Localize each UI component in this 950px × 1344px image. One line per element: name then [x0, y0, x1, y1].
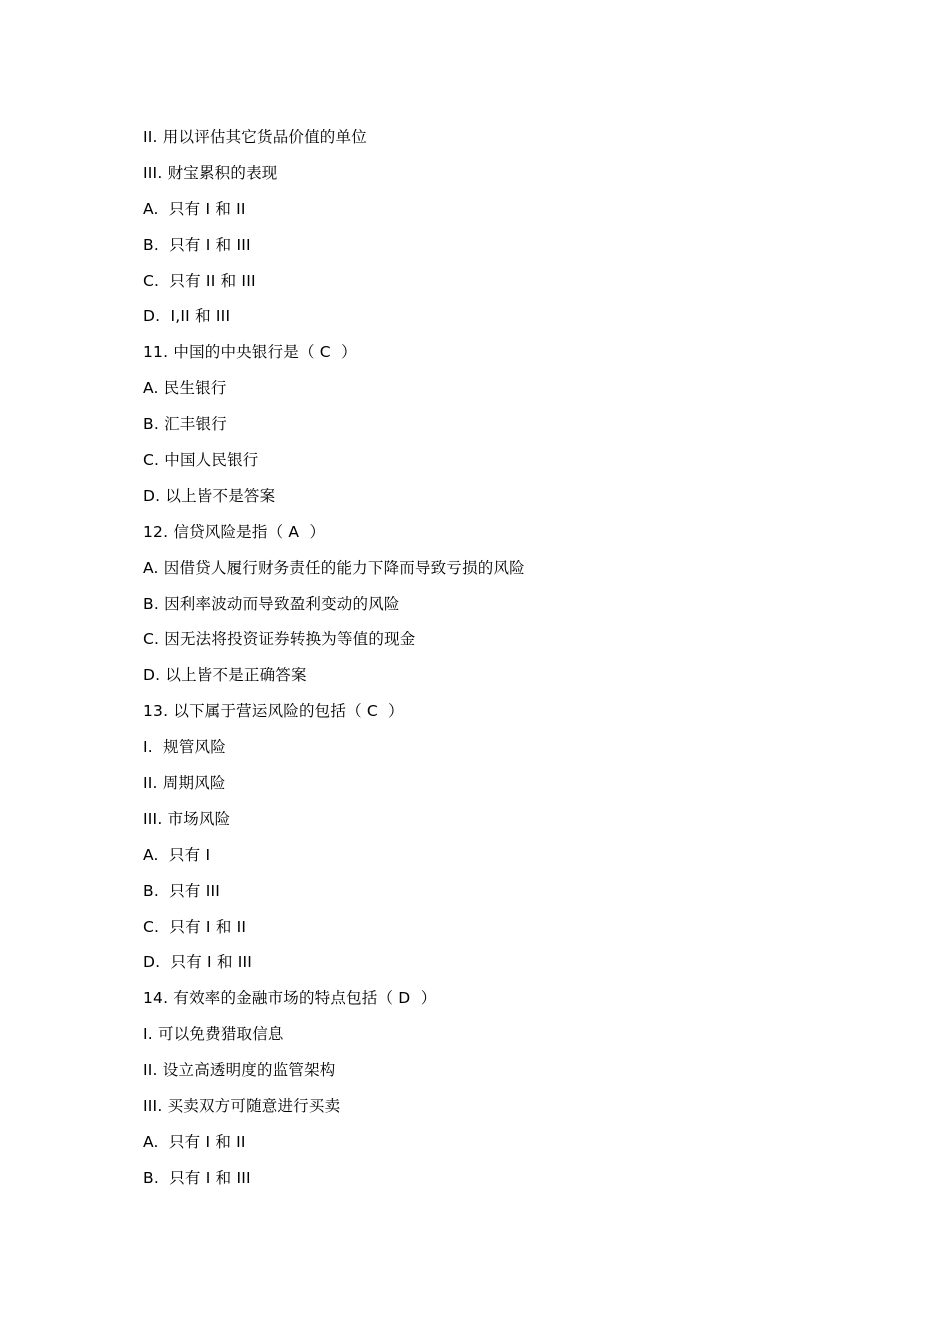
option-line: B. 只有 I 和 III [143, 235, 251, 254]
option-line: B. 汇丰银行 [143, 415, 227, 434]
option-line: B. 只有 I 和 III [143, 1168, 251, 1187]
question-14: 14. 有效率的金融市场的特点包括（ D ） [143, 989, 437, 1008]
option-line: A. 因借贷人履行财务责任的能力下降而导致亏损的风险 [143, 558, 525, 577]
text-line: III. 买卖双方可随意进行买卖 [143, 1097, 341, 1116]
option-line: C. 只有 I 和 II [143, 917, 247, 936]
text-line: I. 可以免费猎取信息 [143, 1025, 284, 1044]
question-13: 13. 以下属于营运风险的包括（ C ） [143, 702, 404, 721]
question-11: 11. 中国的中央银行是（ C ） [143, 343, 357, 362]
text-line: I. 规管风险 [143, 738, 226, 757]
text-line: II. 周期风险 [143, 774, 226, 793]
question-12: 12. 信贷风险是指（ A ） [143, 522, 326, 541]
option-line: B. 只有 III [143, 881, 221, 900]
option-line: D. 以上皆不是答案 [143, 486, 276, 505]
option-line: D. 以上皆不是正确答案 [143, 666, 307, 685]
text-line: II. 设立高透明度的监管架构 [143, 1061, 336, 1080]
text-line: III. 市场风险 [143, 809, 231, 828]
option-line: C. 因无法将投资证券转换为等值的现金 [143, 630, 416, 649]
option-line: A. 民生银行 [143, 379, 227, 398]
text-line: II. 用以评估其它货品价值的单位 [143, 128, 367, 146]
option-line: A. 只有 I 和 II [143, 1132, 246, 1151]
document-body [143, 124, 903, 1201]
option-line: A. 只有 I 和 II [143, 199, 246, 218]
option-line: C. 只有 II 和 III [143, 271, 256, 290]
option-line: B. 因利率波动而导致盈利变动的风险 [143, 594, 400, 613]
option-line: A. 只有 I [143, 845, 211, 864]
option-line: D. 只有 I 和 III [143, 953, 253, 972]
option-line: D. I,II 和 III [143, 307, 231, 326]
option-line: C. 中国人民银行 [143, 451, 259, 470]
text-line: III. 财宝累积的表现 [143, 163, 278, 182]
